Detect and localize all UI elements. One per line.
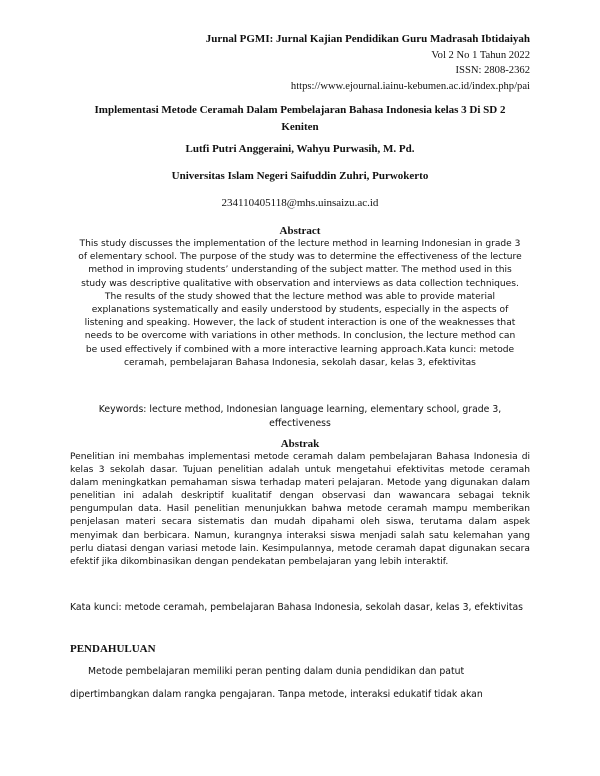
journal-header: [206, 32, 530, 94]
abstract-id-text: Penelitian ini membahas implementasi metode ceramah dalam pembelajaran Bahasa Indonesia di kelas 3 sekolah dasar. Tujuan penelitian adalah untuk mengetahui efektivitas metode ceramah dalam meningkatkan pemahaman siswa terhadap materi pelajaran. Metode yang digunakan dalam penelitian ini adalah deskriptif kualitatif dengan observasi dan wawancara sebagai teknik pengumpulan data. Hasil penelitian menunjukkan bahwa metode ceramah mampu memberikan penjelasan materi secara sistematis dan mudah dipahami oleh siswa, terutama dalam aspek menyimak dan berbicara. Namun, kurangnya interaksi siswa menjadi salah satu kelemahan yang perlu diatasi dengan variasi metode lain. Kesimpulannya, metode ceramah dapat digunakan secara efektif jika dikombinasikan dengan pendekatan pembelajaran yang lebih interaktif.: [70, 452, 530, 567]
article-email[interactable]: 234110405118@mhs.uinsaizu.ac.id: [221, 197, 379, 209]
journal-name: Jurnal PGMI: Jurnal Kajian Pendidikan Guru Madrasah Ibtidaiyah: [205, 33, 530, 45]
journal-issn: ISSN: 2808-2362: [455, 65, 530, 76]
section-heading-introduction: PENDAHULUAN: [70, 643, 156, 655]
abstract-en-keywords: Keywords: lecture method, Indonesian language learning, elementary school, grade 3, effectiveness: [98, 404, 502, 429]
abstract-en-text: This study discusses the implementation of the lecture method in learning Indonesian in grade 3 of elementary school. The purpose of the study was to determine the effectiveness of the lecture method in improving students’ understanding of the subject matter. The method used in this study was descriptive qualitative with observation and interviews as data collection techniques. The results of the study showed that the lecture method was able to provide material explanations systematically and easily understood by students, especially in the aspects of listening and speaking. However, the lack of student interaction is one of the weaknesses that needs to be overcome with variations in other methods. In conclusion, the lecture method can be used effectively if combined with a more interactive learning approach.Kata kunci: metode ceramah, pembelajaran Bahasa Indonesia, sekolah dasar, kelas 3, efektivitas: [78, 239, 522, 368]
journal-volume: Vol 2 No 1 Tahun 2022: [431, 49, 530, 61]
abstract-en-heading: Abstract: [279, 225, 321, 237]
introduction-line-2: dipertimbangkan dalam rangka pengajaran. Tanpa metode, interaksi edukatif tidak akan: [70, 689, 483, 700]
introduction-line-1: Metode pembelajaran memiliki peran penting dalam dunia pendidikan dan patut: [88, 666, 465, 677]
abstract-id-keywords: Kata kunci: metode ceramah, pembelajaran Bahasa Indonesia, sekolah dasar, kelas 3, efektivitas: [70, 602, 524, 613]
article-affiliation: Universitas Islam Negeri Saifuddin Zuhri, Purwokerto: [171, 170, 429, 182]
journal-url[interactable]: https://www.ejournal.iainu-kebumen.ac.id/index.php/pai: [290, 80, 530, 92]
article-authors: Lutfi Putri Anggeraini, Wahyu Purwasih, M. Pd.: [185, 143, 415, 155]
abstract-id-heading: Abstrak: [280, 438, 320, 450]
introduction-paragraph: [70, 660, 530, 706]
article-title: Implementasi Metode Ceramah Dalam Pembelajaran Bahasa Indonesia kelas 3 Di SD 2 Keniten: [94, 104, 506, 133]
